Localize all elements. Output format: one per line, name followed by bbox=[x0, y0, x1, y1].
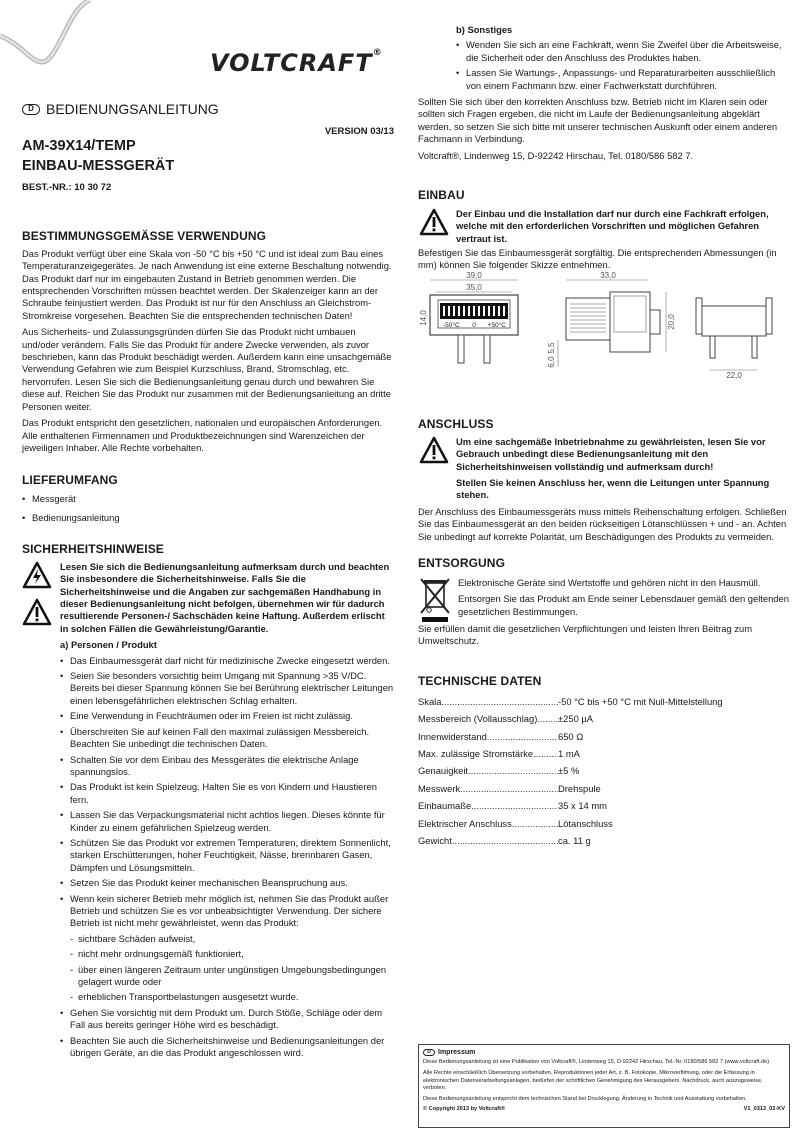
list-item: - erheblichen Transportbelastungen ausgesetzt wurde. bbox=[60, 991, 394, 1003]
list-item: • Überschreiten Sie auf keinen Fall den maximal zulässigen Messbereich. Beachten Sie unbedingt die technischen Daten. bbox=[60, 726, 394, 751]
tech-value: ca. 11 g bbox=[558, 835, 591, 847]
dim-pin-2: 6,0 bbox=[547, 356, 556, 368]
table-row bbox=[418, 818, 790, 830]
tech-key: Max. zulässige Stromstärke ..... bbox=[418, 748, 558, 760]
dim-height: 14,0 bbox=[419, 310, 428, 326]
table-row bbox=[418, 696, 790, 708]
paragraph: Befestigen Sie das Einbaumessgerät sorgfältig. Die entsprechenden Abmessungen (in mm) können Sie folgender Skizze entnehmen. bbox=[418, 247, 777, 271]
subsection-title: b) Sonstiges bbox=[456, 24, 513, 35]
dimension-drawing bbox=[418, 270, 790, 390]
table-row bbox=[418, 800, 790, 812]
dim-inner-width: 35,0 bbox=[466, 283, 482, 292]
tech-value: 650 Ω bbox=[558, 730, 584, 742]
doc-type-title: BEDIENUNGSANLEITUNG bbox=[46, 101, 219, 117]
language-badge: D bbox=[22, 104, 40, 115]
tech-value: 35 x 14 mm bbox=[558, 800, 607, 812]
tech-key: Gewicht ..... bbox=[418, 835, 558, 847]
paragraph: Der Anschluss des Einbaumessgeräts muss mittels Reihenschaltung erfolgen. Schließen Sie das Einbaumessgerät an den beiden rückseitigen Lötanschlüssen + und - an. Achten Sie unbedingt auf korrekte Polarität, um Beschädigungen des Produkts zu vermeiden. bbox=[418, 505, 787, 542]
order-number: BEST.-NR.: 10 30 72 bbox=[22, 182, 112, 193]
paragraph: Sollten Sie sich über den korrekten Anschluss bzw. Betrieb nicht im Klaren sein oder sollten sich Fragen ergeben, die nicht im Laufe der Bedienungsanleitung abgeklärt werden, so setzen Sie sich bitte mit unserer technischen Auskunft oder einem anderen Fachmann in Verbindung. bbox=[418, 96, 778, 145]
section-safety bbox=[22, 542, 394, 1062]
copyright: © Copyright 2013 by Voltcraft® bbox=[423, 1106, 506, 1113]
list-item: • Setzen Sie das Produkt keiner mechanischen Beanspruchung aus. bbox=[60, 877, 394, 889]
table-row bbox=[418, 731, 790, 743]
impressum-box bbox=[418, 1044, 790, 1128]
scale-max-label: +50°C bbox=[487, 322, 506, 329]
list-item: • Schützen Sie das Produkt vor extremen Temperaturen, direktem Sonnenlicht, starken Erschütterungen, hoher Feuchtigkeit, Nässe, brennbaren Gasen, Dämpfen und Lösungsmitteln. bbox=[60, 837, 394, 874]
section-title: EINBAU bbox=[418, 188, 465, 202]
scale-zero-label: 0 bbox=[472, 322, 476, 329]
safety-intro: Lesen Sie sich die Bedienungsanleitung aufmerksam durch und beachten Sie insbesondere die Sicherheitshinweise. Falls Sie die Sicherheitshinweise und die Angaben zur sachgemäßen Handhabung in dieser Bedienungsanleitung nicht befolgen, übernehmen wir für dadurch resultierende Personen-/ Sachschäden keine Haftung. Außerdem erlischt in solchen Fällen die Gewährleistung/Garantie. bbox=[60, 560, 390, 634]
list-item: - sichtbare Schäden aufweist, bbox=[60, 933, 394, 945]
tech-value: Lötanschluss bbox=[558, 817, 613, 829]
einbau-warning: Der Einbau und die Installation darf nur durch eine Fachkraft erfolgen, welche mit den erforderlichen Vorschriften und möglichen Gefahren vertraut ist. bbox=[456, 207, 769, 244]
paragraph: Sie erfüllen damit die gesetzlichen Verpflichtungen und leisten Ihren Beitrag zum Umweltschutz. bbox=[418, 622, 753, 647]
table-row bbox=[418, 713, 790, 725]
list-item: • Eine Verwendung in Feuchträumen oder im Freien ist nicht zulässig. bbox=[60, 710, 394, 722]
dim-pin-1: 5,5 bbox=[547, 342, 556, 354]
model-title: AM-39X14/TEMP bbox=[22, 138, 136, 154]
tech-key: Innenwiderstand ..... bbox=[418, 731, 558, 743]
section-title: LIEFERUMFANG bbox=[22, 473, 118, 487]
list-item: • Das Einbaumessgerät darf nicht für medizinische Zwecke eingesetzt werden. bbox=[60, 655, 394, 667]
paragraph: Diese Bedienungsanleitung ist eine Publikation von Voltcraft®, Lindenweg 15, D-92242 Hirschau, Tel.-Nr. 0180/586 582 7 (www.voltcraft.de). bbox=[423, 1059, 771, 1066]
tech-value: ±250 µA bbox=[558, 713, 594, 725]
address: Voltcraft®, Lindenweg 15, D-92242 Hirschau, Tel. 0180/586 582 7. bbox=[418, 149, 694, 161]
safety-after bbox=[418, 96, 790, 166]
list-item: • Wenn kein sicherer Betrieb mehr möglich ist, nehmen Sie das Produkt außer Betrieb und schützen Sie es vor unbeabsichtigter Verwendung. Der sichere Betrieb ist nicht mehr gewährleistet, wenn das Produkt: bbox=[60, 893, 394, 930]
section-title: ANSCHLUSS bbox=[418, 417, 494, 431]
paragraph: Das Produkt verfügt über eine Skala von -50 °C bis +50 °C und ist ideal zum Bau eines Temperaturanzeigegerätes. Je nach Anwendung ist eine externe Beschaltung notwendig. Das Produkt darf nur im eingebauten Zustand in Betrieb genommen werden. Die entsprechenden Vorschriften müssen beachtet werden. Der Skalenzeiger kann an der Schraube feinjustiert werden. Das Produkt ist nur für den Anschluss an Gleichstrom-Stromkreise vorgesehen. Beachten Sie die entsprechenden technischen Daten! bbox=[22, 247, 392, 321]
list-item: • Wenden Sie sich an eine Fachkraft, wenn Sie Zweifel über die Arbeitsweise, die Sicherheit oder den Anschluss des Produktes haben. bbox=[456, 39, 790, 64]
anschluss-warning-2: Stellen Sie keinen Anschluss her, wenn die Leitungen unter Spannung stehen. bbox=[456, 477, 770, 501]
section-einbau bbox=[418, 188, 790, 276]
decorative-swoosh bbox=[0, 0, 120, 70]
section-title: BESTIMMUNGSGEMÄSSE VERWENDUNG bbox=[22, 229, 267, 243]
dim-depth: 33,0 bbox=[600, 271, 616, 280]
paragraph: Aus Sicherheits- und Zulassungsgründen dürfen Sie das Produkt nicht umbauen und/oder verändern. Falls Sie das Produkt für andere Zwecke verwenden, als zuvor beschrieben, kann das Produkt beschädigt werden. Außerdem kann eine unsachgemäße Verwendung Gefahren wie zum Beispiel Kurzschluss, Brand, Stromschlag, etc. hervorrufen. Lesen Sie sich die Bedienungsanleitung genau durch und bewahren Sie diese auf. Reichen Sie das Produkt nur zusammen mit der Bedienungsanleitung an dritte Personen weiter. bbox=[22, 326, 392, 412]
section-title: SICHERHEITSHINWEISE bbox=[22, 542, 164, 556]
electric-hazard-icon bbox=[22, 561, 52, 589]
list-item: • Beachten Sie auch die Sicherheitshinweise und Bedienungsanleitungen der übrigen Geräte, an die das Produkt angeschlossen wird. bbox=[60, 1035, 394, 1060]
list-item: - über einen längeren Zeitraum unter ungünstigen Umgebungsbedingungen gelagert wurde oder bbox=[60, 964, 394, 989]
version-label: VERSION 03/13 bbox=[324, 126, 394, 137]
tech-value: ±5 % bbox=[558, 765, 580, 777]
paragraph: Das Produkt entspricht den gesetzlichen, nationalen und europäischen Anforderungen. Alle enthaltenen Firmennamen und Produktbezeichnungen sind Warenzeichen der jeweiligen Inhaber. Alle Rechte vorbehalten. bbox=[22, 417, 383, 453]
paragraph: Alle Rechte einschließlich Übersetzung vorbehalten. Reproduktionen jeder Art, z. B. Fotokopie, Mikroverfilmung, oder die Erfassung in elektronischen Datenverarbeitungsanlagen, bedürfen der schriftlichen Genehmigung des Herausgebers. Nachdruck, auch auszugsweise, verboten. bbox=[423, 1069, 763, 1092]
paragraph: Entsorgen Sie das Produkt am Ende seiner Lebensdauer gemäß den geltenden gesetzlichen Bestimmungen. bbox=[458, 593, 789, 617]
tech-key: Einbaumaße ..... bbox=[418, 800, 558, 812]
list-item: • Lassen Sie Wartungs-, Anpassungs- und Reparaturarbeiten ausschließlich von einem Fachmann bzw. einer Fachwerkstatt durchführen. bbox=[456, 67, 790, 92]
section-intended-use bbox=[22, 229, 394, 458]
section-tech bbox=[418, 674, 790, 852]
paragraph: Diese Bedienungsanleitung entspricht dem technischen Stand bei Drucklegung. Änderung in Technik und Ausstattung vorbehalten. bbox=[423, 1095, 747, 1102]
subsection-title: a) Personen / Produkt bbox=[60, 639, 157, 651]
list-item: • Lassen Sie das Verpackungsmaterial nicht achtlos liegen. Dieses könnte für Kinder zu einem gefährlichen Spielzeug werden. bbox=[60, 809, 394, 834]
language-badge: D bbox=[423, 1049, 435, 1056]
warning-exclamation-icon bbox=[418, 208, 450, 236]
anschluss-warning: Um eine sachgemäße Inbetriebnahme zu gewährleisten, lesen Sie vor Gebrauch unbedingt diese Bedienungsanleitung mit den Sicherheitshinweisen vollständig und aufmerksam durch! bbox=[456, 435, 766, 472]
section-entsorgung bbox=[418, 556, 790, 652]
warning-exclamation-icon bbox=[418, 436, 450, 464]
scale-min-label: -50°C bbox=[443, 322, 460, 329]
list-item: • Bedienungsanleitung bbox=[22, 512, 394, 524]
table-row bbox=[418, 765, 790, 777]
tech-value: Drehspule bbox=[558, 782, 601, 794]
safety-continued bbox=[456, 24, 790, 95]
tech-value: -50 °C bis +50 °C mit Null-Mittelstellung bbox=[558, 695, 723, 707]
section-title: TECHNISCHE DATEN bbox=[418, 674, 542, 688]
table-row bbox=[418, 748, 790, 760]
tech-key: Elektrischer Anschluss ..... bbox=[418, 818, 558, 830]
list-item: • Seien Sie besonders vorsichtig beim Umgang mit Spannung >35 V/DC. Bereits bei dieser Spannung können Sie bei Berührung elektrischer Leitungen einen lebensgefährlichen elektrischen Schlag erhalten. bbox=[60, 670, 394, 707]
brand-logo-text: VOLTCRAFT bbox=[210, 49, 373, 77]
warning-exclamation-icon bbox=[22, 598, 52, 626]
doc-heading bbox=[22, 100, 394, 118]
list-item: • Messgerät bbox=[22, 493, 394, 505]
section-delivery bbox=[22, 473, 394, 528]
tech-value: 1 mA bbox=[558, 748, 580, 760]
section-title: ENTSORGUNG bbox=[418, 556, 506, 570]
product-title: EINBAU-MESSGERÄT bbox=[22, 158, 175, 174]
paragraph: Elektronische Geräte sind Wertstoffe und gehören nicht in den Hausmüll. bbox=[458, 576, 761, 588]
tech-key: Skala ..... bbox=[418, 696, 558, 708]
tech-key: Messbereich (Vollausschlag) ..... bbox=[418, 713, 558, 725]
dim-outer-width: 39,0 bbox=[466, 271, 482, 280]
dim-height-2: 20,0 bbox=[667, 314, 676, 330]
section-anschluss bbox=[418, 417, 790, 547]
list-item: • Das Produkt ist kein Spielzeug. Halten Sie es von Kindern und Haustieren fern. bbox=[60, 781, 394, 806]
list-item: • Gehen Sie vorsichtig mit dem Produkt um. Durch Stöße, Schläge oder dem Fall aus bereits geringer Höhe wird es beschädigt. bbox=[60, 1007, 394, 1032]
doc-code: V1_0313_02-KV bbox=[743, 1106, 785, 1113]
dim-bottom: 22,0 bbox=[726, 371, 742, 380]
weee-bin-icon bbox=[418, 577, 452, 623]
tech-key: Messwerk ..... bbox=[418, 783, 558, 795]
tech-key: Genauigkeit ..... bbox=[418, 765, 558, 777]
impressum-title: Impressum bbox=[438, 1049, 476, 1056]
list-item: • Schalten Sie vor dem Einbau des Messgerätes die elektrische Anlage spannungslos. bbox=[60, 754, 394, 779]
table-row bbox=[418, 835, 790, 847]
table-row bbox=[418, 783, 790, 795]
list-item: - nicht mehr ordnungsgemäß funktioniert, bbox=[60, 948, 394, 960]
brand-logo: VOLTCRAFT® bbox=[210, 48, 383, 77]
